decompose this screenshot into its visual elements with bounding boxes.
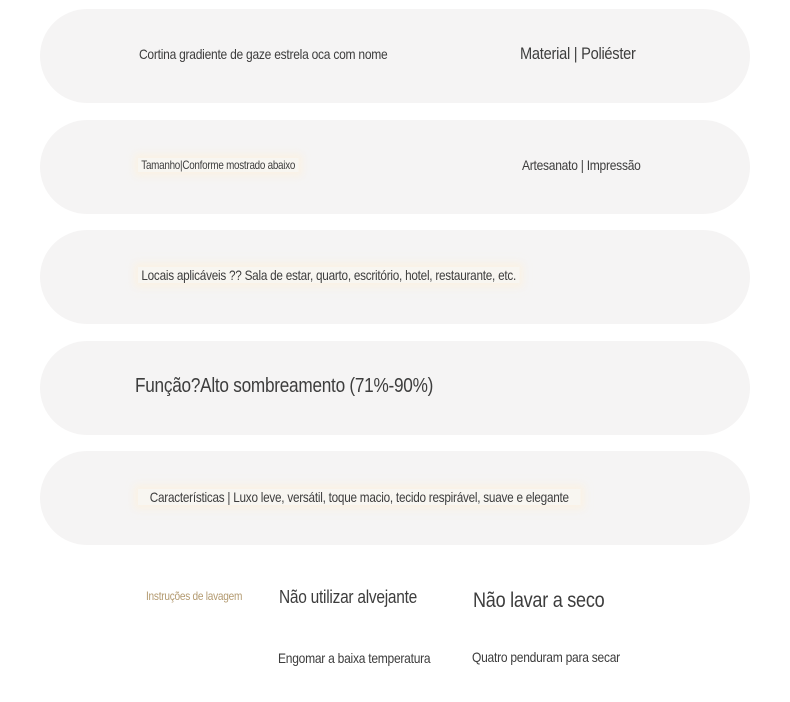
size-label: Tamanho|Conforme mostrado abaixo <box>138 158 298 172</box>
no-bleach-label: Não utilizar alvejante <box>279 587 418 607</box>
applicable-places: Locais aplicáveis ?? Sala de estar, quarto, escritório, hotel, restaurante, etc. <box>138 267 519 283</box>
features-label: Características | Luxo leve, versátil, toque macio, tecido respirável, suave e elegante <box>138 489 581 505</box>
no-dry-clean-label: Não lavar a seco <box>473 589 605 612</box>
low-temp-iron-label: Engomar a baixa temperatura <box>278 650 431 666</box>
craft-label: Artesanato | Impressão <box>522 157 641 173</box>
hang-dry-label: Quatro penduram para secar <box>472 649 620 665</box>
product-name: Cortina gradiente de gaze estrela oca com nome <box>139 46 388 62</box>
function-label: Função?Alto sombreamento (71%-90%) <box>135 375 434 397</box>
material-label: Material | Poliéster <box>520 44 636 63</box>
washing-instructions-title: Instruções de lavagem <box>146 589 243 603</box>
